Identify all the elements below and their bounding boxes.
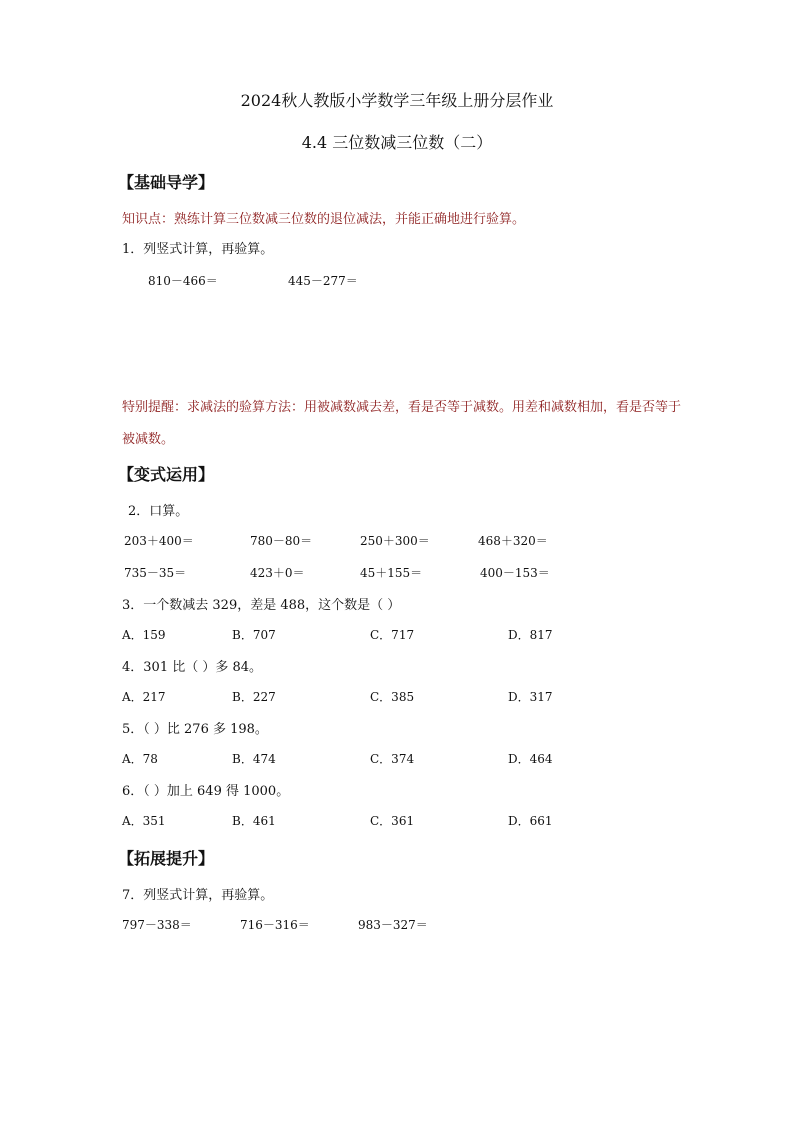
section-heading-variant: 【变式运用】 [118, 465, 215, 484]
q2-expression: 735－35＝ [124, 566, 187, 580]
q4-option-a[interactable]: A．217 [122, 690, 166, 704]
q2-expression: 250＋300＝ [360, 534, 430, 548]
q2-expression: 203＋400＝ [124, 534, 194, 548]
q2-expression: 45＋155＝ [360, 566, 423, 580]
q7-expression: 716－316＝ [240, 918, 310, 932]
question-4: 4．301 比（ ）多 84。 [122, 660, 263, 675]
special-tip-line1: 特别提醒：求减法的验算方法：用被减数减去差，看是否等于减数。用差和减数相加，看是否等于 [122, 400, 682, 415]
knowledge-point: 知识点：熟练计算三位数减三位数的退位减法，并能正确地进行验算。 [122, 212, 526, 227]
q6-option-b[interactable]: B．461 [232, 814, 276, 828]
q3-option-a[interactable]: A．159 [122, 628, 166, 642]
q7-expression: 983－327＝ [358, 918, 428, 932]
document-title: 2024秋人教版小学数学三年级上册分层作业 [240, 91, 554, 110]
q3-option-c[interactable]: C．717 [370, 628, 415, 642]
question-6: 6．（ ）加上 649 得 1000。 [122, 784, 290, 799]
special-tip-line2: 被减数。 [122, 432, 175, 447]
question-1: 1．列竖式计算，再验算。 [122, 242, 274, 257]
q2-expression: 400－153＝ [480, 566, 550, 580]
question-7: 7．列竖式计算，再验算。 [122, 888, 274, 903]
q6-option-c[interactable]: C．361 [370, 814, 415, 828]
q7-expression: 797－338＝ [122, 918, 192, 932]
q4-option-b[interactable]: B．227 [232, 690, 276, 704]
q5-option-a[interactable]: A．78 [122, 752, 158, 766]
q1-expression: 445－277＝ [288, 274, 358, 288]
q4-option-d[interactable]: D．317 [508, 690, 553, 704]
q3-option-b[interactable]: B．707 [232, 628, 276, 642]
question-2: 2．口算。 [128, 504, 189, 519]
q2-expression: 423＋0＝ [250, 566, 305, 580]
q5-option-b[interactable]: B．474 [232, 752, 276, 766]
question-3: 3．一个数减去 329，差是 488，这个数是（ ） [122, 598, 401, 613]
q5-option-c[interactable]: C．374 [370, 752, 415, 766]
question-5: 5．（ ）比 276 多 198。 [122, 722, 268, 737]
q3-option-d[interactable]: D．817 [508, 628, 553, 642]
q6-option-a[interactable]: A．351 [122, 814, 166, 828]
document-subtitle: 4.4 三位数减三位数（二） [301, 133, 493, 152]
q5-option-d[interactable]: D．464 [508, 752, 553, 766]
section-heading-extend: 【拓展提升】 [118, 849, 215, 868]
q2-expression: 780－80＝ [250, 534, 313, 548]
section-heading-basic: 【基础导学】 [118, 173, 215, 192]
q4-option-c[interactable]: C．385 [370, 690, 415, 704]
q1-expression: 810－466＝ [148, 274, 218, 288]
q2-expression: 468＋320＝ [478, 534, 548, 548]
q6-option-d[interactable]: D．661 [508, 814, 553, 828]
